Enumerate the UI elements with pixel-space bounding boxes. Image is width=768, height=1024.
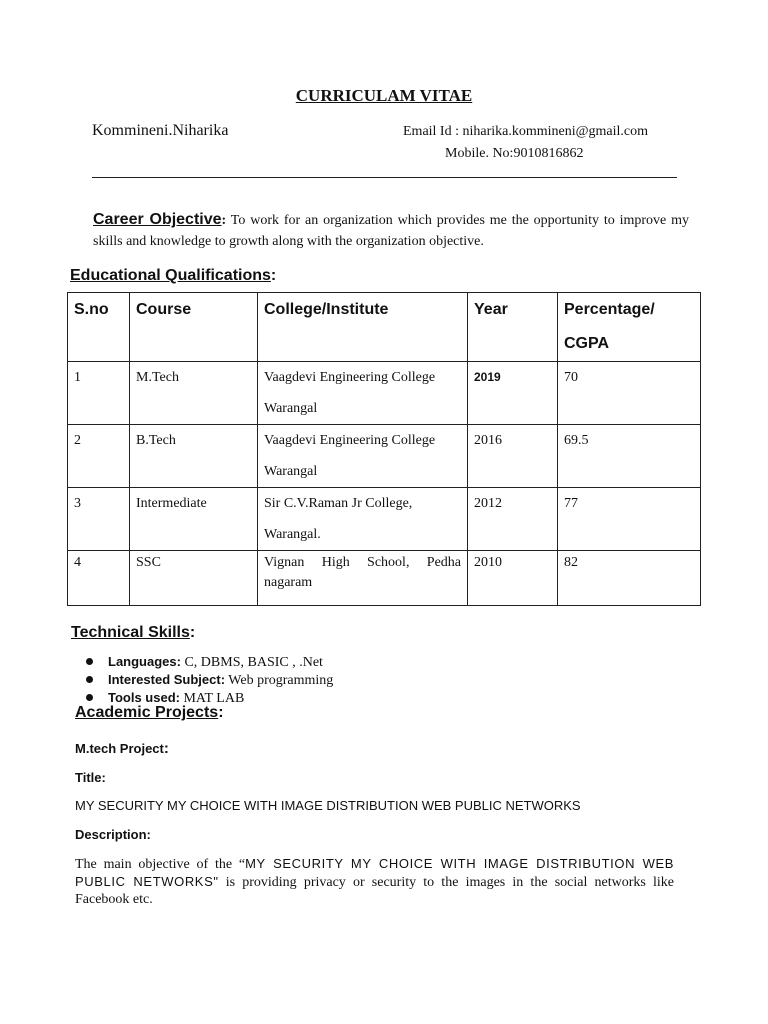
cell-year: 2012 [468, 488, 558, 551]
mobile-text: Mobile. No:9010816862 [445, 146, 584, 161]
cell-college-city: Warangal. [264, 527, 321, 542]
cell-year: 2016 [468, 425, 558, 488]
description-suffix: is providing privacy or security to the images in the social networks like Facebook etc. [75, 875, 674, 907]
cell-course: SSC [130, 551, 258, 606]
education-heading-label: Educational Qualifications [70, 267, 271, 284]
academic-projects-heading-colon: : [218, 704, 224, 721]
education-table [67, 292, 701, 606]
description-emphasis: MY SECURITY MY CHOICE WITH IMAGE DISTRIBUTION WEB PUBLIC NETWORKS" [75, 856, 674, 889]
cell-college: Vignan High School, Pedha nagaram [258, 551, 468, 606]
technical-skills-heading [71, 624, 195, 642]
column-header-percentage [558, 293, 701, 362]
career-objective-paragraph [93, 209, 689, 252]
cell-year-value: 2019 [474, 370, 501, 384]
skills-list [86, 653, 333, 707]
column-header-percentage-line2: CGPA [564, 335, 610, 352]
candidate-name: Kommineni.Niharika [92, 122, 229, 139]
project-label [75, 740, 169, 757]
cell-score: 70 [558, 362, 701, 425]
career-objective-colon: : [221, 213, 227, 228]
table-row [68, 425, 701, 488]
email-text: Email Id : niharika.kommineni@gmail.com [403, 124, 649, 139]
career-objective-text: To work for an organization which provides me the opportunity to improve my skills and knowledge to growth along with the organization objective. [93, 213, 689, 249]
technical-skills-heading-label: Technical Skills [71, 624, 190, 641]
cell-score: 69.5 [558, 425, 701, 488]
skill-label: Interested Subject: [108, 672, 226, 687]
cell-college [258, 425, 468, 488]
skill-value: C, DBMS, BASIC , .Net [180, 655, 323, 670]
cell-college [258, 488, 468, 551]
cell-college-name: Vaagdevi Engineering College [264, 370, 436, 385]
bullet-icon [86, 658, 93, 665]
column-header-year: Year [468, 293, 558, 362]
cell-sno: 1 [68, 362, 130, 425]
column-header-sno: S.no [68, 293, 130, 362]
column-header-percentage-line1: Percentage/ [564, 301, 655, 318]
cell-score: 82 [558, 551, 701, 606]
cell-sno: 4 [68, 551, 130, 606]
technical-skills-heading-colon: : [189, 624, 196, 641]
project-label-text: M.tech Project [75, 741, 164, 756]
column-header-course: Course [130, 293, 258, 362]
bullet-icon [86, 676, 93, 683]
table-row [68, 362, 701, 425]
list-item [86, 671, 333, 689]
project-title: MY SECURITY MY CHOICE WITH IMAGE DISTRIBUTION WEB PUBLIC NETWORKS [75, 798, 581, 813]
header-divider [92, 177, 677, 178]
table-header-row [68, 293, 701, 362]
cell-college-city: Warangal [264, 401, 318, 416]
cell-course: Intermediate [130, 488, 258, 551]
description-prefix: The main objective of the “ [75, 857, 246, 872]
education-heading [70, 267, 276, 285]
skill-label: Languages: [108, 654, 181, 669]
cell-score: 77 [558, 488, 701, 551]
column-header-college: College/Institute [258, 293, 468, 362]
table-row [68, 488, 701, 551]
description-label: Description: [75, 827, 151, 842]
cell-course: M.Tech [130, 362, 258, 425]
list-item [86, 653, 333, 671]
project-label-colon: : [163, 740, 169, 757]
cell-year: 2010 [468, 551, 558, 606]
cell-college-city: Warangal [264, 464, 318, 479]
cell-sno: 2 [68, 425, 130, 488]
academic-projects-heading [75, 704, 224, 722]
cell-sno: 3 [68, 488, 130, 551]
cell-college [258, 362, 468, 425]
bullet-icon [86, 694, 93, 701]
academic-projects-heading-label: Academic Projects [75, 704, 219, 721]
title-label: Title: [75, 770, 106, 785]
cell-college-name: Vaagdevi Engineering College [264, 433, 436, 448]
education-heading-colon: : [270, 267, 277, 284]
page-title: CURRICULAM VITAE [295, 86, 473, 105]
cell-college-name: Sir C.V.Raman Jr College, [264, 496, 413, 511]
project-description [75, 855, 674, 908]
skill-value: Web programming [225, 673, 334, 688]
table-row [68, 551, 701, 606]
cell-course: B.Tech [130, 425, 258, 488]
cell-year [468, 362, 558, 425]
skill-label: Tools used: [108, 690, 180, 705]
career-objective-heading: Career Objective [93, 211, 222, 228]
skill-value: MAT LAB [179, 691, 245, 706]
